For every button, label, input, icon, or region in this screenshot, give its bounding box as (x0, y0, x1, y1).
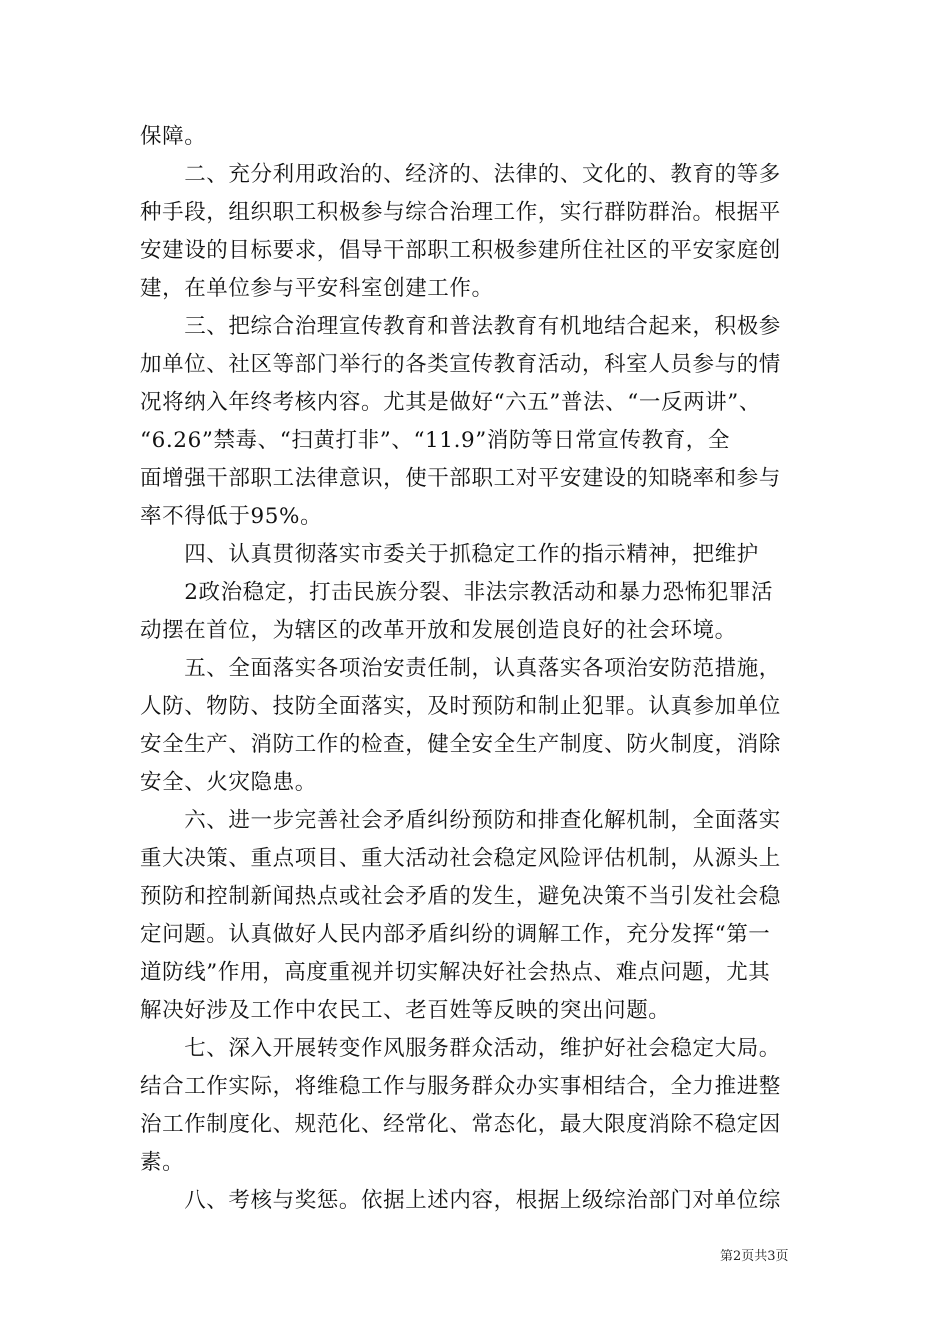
text-line: 八、考核与奖惩。依据上述内容，根据上级综治部门对单位综 (140, 1188, 781, 1213)
text-line: 结合工作实际，将维稳工作与服务群众办实事相结合，全力推进整 (140, 1074, 781, 1099)
text-line: 安全生产、消防工作的检查，健全安全生产制度、防火制度，消除 (140, 732, 781, 757)
text-line: 动摆在首位，为辖区的改革开放和发展创造良好的社会环境。 (140, 618, 737, 643)
text-line: 道防线”作用，高度重视并切实解决好社会热点、难点问题，尤其 (140, 960, 771, 985)
text-line: 重大决策、重点项目、重大活动社会稳定风险评估机制，从源头上 (140, 846, 781, 871)
text-line: 建，在单位参与平安科室创建工作。 (140, 276, 494, 301)
text-line: 率不得低于95%。 (140, 504, 323, 529)
text-line: 六、进一步完善社会矛盾纠纷预防和排查化解机制，全面落实 (140, 808, 781, 833)
text-line: 四、认真贯彻落实市委关于抓稳定工作的指示精神，把维护 (140, 542, 759, 567)
text-line: 安建设的目标要求，倡导干部职工积极参建所住社区的平安家庭创 (140, 238, 781, 263)
text-line: 七、深入开展转变作风服务群众活动，维护好社会稳定大局。 (140, 1036, 781, 1061)
text-line: 人防、物防、技防全面落实，及时预防和制止犯罪。认真参加单位 (140, 694, 781, 719)
text-line: “6.26”禁毒、“扫黄打非”、“11.9”消防等日常宣传教育，全 (140, 428, 730, 453)
text-line: 保障。 (140, 124, 207, 149)
text-line: 定问题。认真做好人民内部矛盾纠纷的调解工作，充分发挥“第一 (140, 922, 771, 947)
text-line: 治工作制度化、规范化、经常化、常态化，最大限度消除不稳定因 (140, 1112, 781, 1137)
text-line: 加单位、社区等部门举行的各类宣传教育活动，科室人员参与的情 (140, 352, 781, 377)
text-line: 面增强干部职工法律意识，使干部职工对平安建设的知晓率和参与 (140, 466, 781, 491)
text-line: 二、充分利用政治的、经济的、法律的、文化的、教育的等多 (140, 162, 781, 187)
text-line: 安全、火灾隐患。 (140, 770, 317, 795)
text-line: 五、全面落实各项治安责任制，认真落实各项治安防范措施， (140, 656, 781, 681)
text-line: 预防和控制新闻热点或社会矛盾的发生，避免决策不当引发社会稳 (140, 884, 781, 909)
text-line: 种手段，组织职工积极参与综合治理工作，实行群防群治。根据平 (140, 200, 781, 225)
text-line: 况将纳入年终考核内容。尤其是做好“六五”普法、“一反两讲”、 (140, 390, 761, 415)
text-line: 素。 (140, 1150, 185, 1175)
text-line: 三、把综合治理宣传教育和普法教育有机地结合起来，积极参 (140, 314, 781, 339)
text-line: 解决好涉及工作中农民工、老百姓等反映的突出问题。 (140, 998, 671, 1023)
text-line: 2政治稳定，打击民族分裂、非法宗教活动和暴力恐怖犯罪活 (140, 580, 774, 605)
page-number: 第2页共3页 (720, 1249, 789, 1264)
